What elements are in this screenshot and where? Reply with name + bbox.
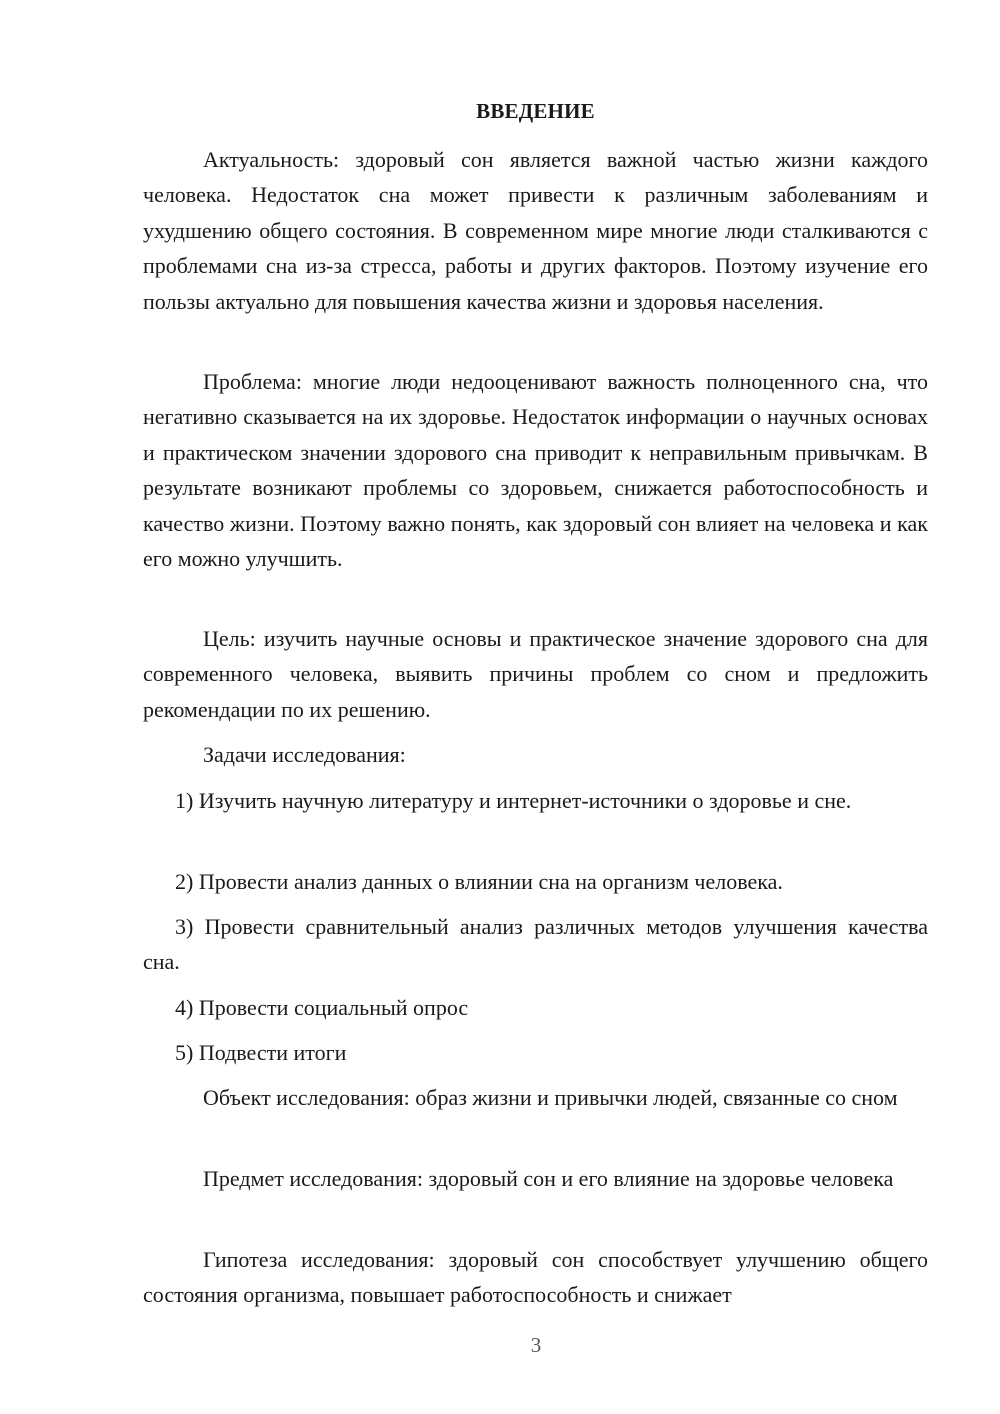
task-item-3: 3) Провести сравнительный анализ различных методов улучшения качества сна. xyxy=(143,914,928,975)
task-item-1: 1) Изучить научную литературу и интернет-источники о здоровье и сне. xyxy=(175,788,852,813)
paragraph-subject: Предмет исследования: здоровый сон и его влияние на здоровье человека xyxy=(203,1166,894,1191)
task-item-4: 4) Провести социальный опрос xyxy=(175,995,469,1020)
paragraph-relevance: Актуальность: здоровый сон является важной частью жизни каждого человека. Недостаток сна может привести к различным заболеваниям и ухудшению общего состояния. В современном мире многие люди сталкиваются с проблемами сна из-за стресса, работы и других факторов. Поэтому изучение его пользы актуально для повышения качества жизни и здоровья населения. xyxy=(143,147,928,314)
paragraph-goal: Цель: изучить научные основы и практическое значение здорового сна для современного человека, выявить причины проблем со сном и предложить рекомендации по их решению. xyxy=(143,626,928,722)
paragraph-problem: Проблема: многие люди недооценивают важность полноценного сна, что негативно сказывается на их здоровье. Недостаток информации о научных основах и практическом значении здорового сна приводит к неправильным привычкам. В результате возникают проблемы со здоровьем, снижается работоспособность и качество жизни. Поэтому важно понять, как здоровый сон влияет на человека и как его можно улучшить. xyxy=(143,369,928,572)
task-item-2: 2) Провести анализ данных о влиянии сна на организм человека. xyxy=(175,869,783,894)
page-number: 3 xyxy=(530,1333,542,1357)
page-title: ВВЕДЕНИЕ xyxy=(476,99,595,123)
paragraph-hypothesis: Гипотеза исследования: здоровый сон способствует улучшению общего состояния организма, повышает работоспособность и снижает xyxy=(143,1247,928,1308)
task-item-5: 5) Подвести итоги xyxy=(175,1040,347,1065)
paragraph-tasks-heading: Задачи исследования: xyxy=(203,742,406,767)
paragraph-object: Объект исследования: образ жизни и привычки людей, связанные со сном xyxy=(203,1085,898,1110)
